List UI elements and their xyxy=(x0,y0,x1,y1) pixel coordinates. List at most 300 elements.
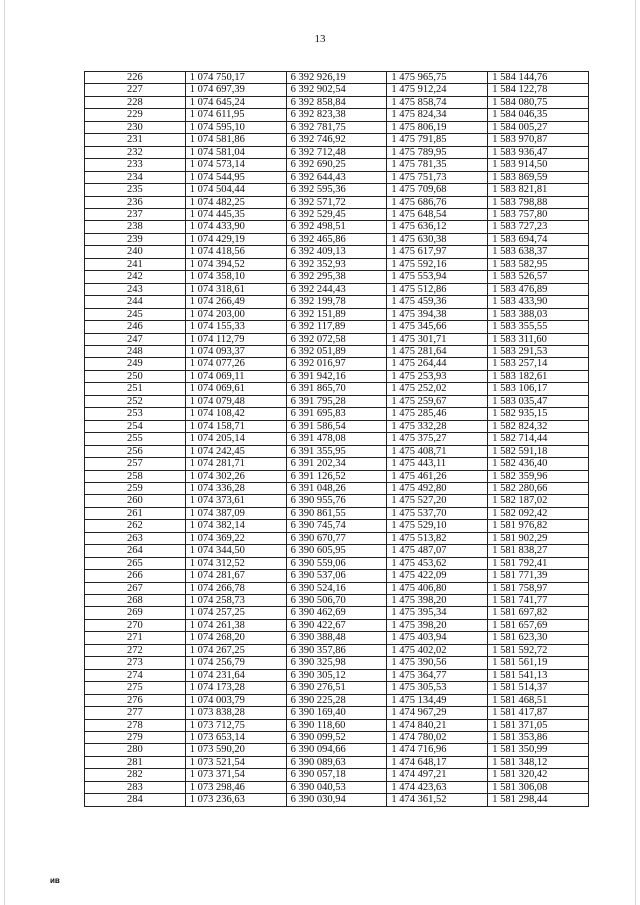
y1-cell: 6 392 352,93 xyxy=(286,258,387,270)
y2-cell: 1 581 541,13 xyxy=(488,669,589,681)
x2-cell: 1 475 513,82 xyxy=(387,532,488,544)
x2-cell: 1 475 824,34 xyxy=(387,109,488,121)
y1-cell: 6 390 506,70 xyxy=(286,595,387,607)
x1-cell: 1 074 373,61 xyxy=(185,495,286,507)
x2-cell: 1 475 459,36 xyxy=(387,296,488,308)
x2-cell: 1 475 858,74 xyxy=(387,96,488,108)
y1-cell: 6 390 169,40 xyxy=(286,707,387,719)
table-row xyxy=(85,146,589,158)
x1-cell: 1 073 590,20 xyxy=(185,744,286,756)
x2-cell: 1 475 791,85 xyxy=(387,134,488,146)
point-number-cell: 242 xyxy=(85,271,186,283)
y1-cell: 6 390 057,18 xyxy=(286,769,387,781)
x2-cell: 1 475 912,24 xyxy=(387,84,488,96)
y1-cell: 6 390 089,63 xyxy=(286,756,387,768)
y2-cell: 1 583 388,03 xyxy=(488,308,589,320)
x1-cell: 1 074 581,04 xyxy=(185,146,286,158)
point-number-cell: 240 xyxy=(85,246,186,258)
y1-cell: 6 392 051,89 xyxy=(286,345,387,357)
table-row xyxy=(85,358,589,370)
point-number-cell: 260 xyxy=(85,495,186,507)
x1-cell: 1 074 573,14 xyxy=(185,159,286,171)
point-number-cell: 275 xyxy=(85,682,186,694)
table-row xyxy=(85,246,589,258)
x2-cell: 1 475 686,76 xyxy=(387,196,488,208)
table-row xyxy=(85,619,589,631)
point-number-cell: 246 xyxy=(85,321,186,333)
x2-cell: 1 474 967,29 xyxy=(387,707,488,719)
coordinates-table-body xyxy=(85,72,589,807)
point-number-cell: 241 xyxy=(85,258,186,270)
x1-cell: 1 074 256,79 xyxy=(185,657,286,669)
y1-cell: 6 392 781,75 xyxy=(286,121,387,133)
y2-cell: 1 581 417,87 xyxy=(488,707,589,719)
x1-cell: 1 074 281,67 xyxy=(185,570,286,582)
y2-cell: 1 582 591,18 xyxy=(488,445,589,457)
x1-cell: 1 074 445,35 xyxy=(185,208,286,220)
table-row xyxy=(85,271,589,283)
table-row xyxy=(85,420,589,432)
x1-cell: 1 074 387,09 xyxy=(185,507,286,519)
point-number-cell: 277 xyxy=(85,707,186,719)
y2-cell: 1 581 306,08 xyxy=(488,781,589,793)
x2-cell: 1 475 487,07 xyxy=(387,545,488,557)
x2-cell: 1 475 461,26 xyxy=(387,470,488,482)
x2-cell: 1 475 422,09 xyxy=(387,570,488,582)
x2-cell: 1 475 364,77 xyxy=(387,669,488,681)
table-row xyxy=(85,109,589,121)
x1-cell: 1 074 302,26 xyxy=(185,470,286,482)
x2-cell: 1 474 780,02 xyxy=(387,732,488,744)
y1-cell: 6 390 094,66 xyxy=(286,744,387,756)
y2-cell: 1 581 353,86 xyxy=(488,732,589,744)
x1-cell: 1 074 268,20 xyxy=(185,632,286,644)
table-row xyxy=(85,495,589,507)
point-number-cell: 233 xyxy=(85,159,186,171)
table-row xyxy=(85,258,589,270)
y2-cell: 1 584 046,35 xyxy=(488,109,589,121)
point-number-cell: 243 xyxy=(85,283,186,295)
x2-cell: 1 475 648,54 xyxy=(387,208,488,220)
point-number-cell: 274 xyxy=(85,669,186,681)
y1-cell: 6 392 072,58 xyxy=(286,333,387,345)
y1-cell: 6 392 746,92 xyxy=(286,134,387,146)
table-row xyxy=(85,121,589,133)
x1-cell: 1 074 069,61 xyxy=(185,383,286,395)
x1-cell: 1 074 581,86 xyxy=(185,134,286,146)
y1-cell: 6 390 524,16 xyxy=(286,582,387,594)
point-number-cell: 276 xyxy=(85,694,186,706)
y1-cell: 6 392 644,43 xyxy=(286,171,387,183)
table-row xyxy=(85,545,589,557)
table-row xyxy=(85,769,589,781)
x1-cell: 1 074 093,37 xyxy=(185,345,286,357)
x2-cell: 1 475 806,19 xyxy=(387,121,488,133)
y1-cell: 6 391 126,52 xyxy=(286,470,387,482)
point-number-cell: 284 xyxy=(85,794,186,806)
point-number-cell: 249 xyxy=(85,358,186,370)
x2-cell: 1 475 375,27 xyxy=(387,433,488,445)
point-number-cell: 261 xyxy=(85,507,186,519)
x1-cell: 1 074 595,10 xyxy=(185,121,286,133)
x1-cell: 1 074 267,25 xyxy=(185,644,286,656)
point-number-cell: 269 xyxy=(85,607,186,619)
x2-cell: 1 475 636,12 xyxy=(387,221,488,233)
point-number-cell: 266 xyxy=(85,570,186,582)
point-number-cell: 272 xyxy=(85,644,186,656)
y2-cell: 1 582 359,96 xyxy=(488,470,589,482)
y2-cell: 1 583 291,53 xyxy=(488,345,589,357)
x1-cell: 1 074 697,39 xyxy=(185,84,286,96)
x2-cell: 1 475 345,66 xyxy=(387,321,488,333)
point-number-cell: 270 xyxy=(85,619,186,631)
y1-cell: 6 391 048,26 xyxy=(286,482,387,494)
y2-cell: 1 581 741,77 xyxy=(488,595,589,607)
x1-cell: 1 074 258,73 xyxy=(185,595,286,607)
table-row xyxy=(85,72,589,84)
y2-cell: 1 582 187,02 xyxy=(488,495,589,507)
y1-cell: 6 390 030,94 xyxy=(286,794,387,806)
table-row xyxy=(85,458,589,470)
page-edge-right xyxy=(635,0,636,905)
y1-cell: 6 392 016,97 xyxy=(286,358,387,370)
y1-cell: 6 392 529,45 xyxy=(286,208,387,220)
x2-cell: 1 474 840,21 xyxy=(387,719,488,731)
x1-cell: 1 074 544,95 xyxy=(185,171,286,183)
x2-cell: 1 475 443,11 xyxy=(387,458,488,470)
y1-cell: 6 390 745,74 xyxy=(286,520,387,532)
table-row xyxy=(85,196,589,208)
x1-cell: 1 074 382,14 xyxy=(185,520,286,532)
y1-cell: 6 392 571,72 xyxy=(286,196,387,208)
x2-cell: 1 474 648,17 xyxy=(387,756,488,768)
table-row xyxy=(85,333,589,345)
footer-mark: ив xyxy=(50,876,60,885)
x1-cell: 1 074 611,95 xyxy=(185,109,286,121)
point-number-cell: 229 xyxy=(85,109,186,121)
point-number-cell: 256 xyxy=(85,445,186,457)
x1-cell: 1 074 429,19 xyxy=(185,233,286,245)
y2-cell: 1 583 476,89 xyxy=(488,283,589,295)
x1-cell: 1 073 838,28 xyxy=(185,707,286,719)
point-number-cell: 263 xyxy=(85,532,186,544)
x2-cell: 1 474 716,96 xyxy=(387,744,488,756)
y1-cell: 6 391 865,70 xyxy=(286,383,387,395)
x1-cell: 1 074 281,71 xyxy=(185,458,286,470)
point-number-cell: 283 xyxy=(85,781,186,793)
table-row xyxy=(85,719,589,731)
x2-cell: 1 475 281,64 xyxy=(387,345,488,357)
table-row xyxy=(85,159,589,171)
x1-cell: 1 074 155,33 xyxy=(185,321,286,333)
x1-cell: 1 074 482,25 xyxy=(185,196,286,208)
y1-cell: 6 392 823,38 xyxy=(286,109,387,121)
x2-cell: 1 475 630,38 xyxy=(387,233,488,245)
x2-cell: 1 475 553,94 xyxy=(387,271,488,283)
x2-cell: 1 475 134,49 xyxy=(387,694,488,706)
y1-cell: 6 390 099,52 xyxy=(286,732,387,744)
x1-cell: 1 074 261,38 xyxy=(185,619,286,631)
y1-cell: 6 392 902,54 xyxy=(286,84,387,96)
y2-cell: 1 583 355,55 xyxy=(488,321,589,333)
y2-cell: 1 581 792,41 xyxy=(488,557,589,569)
y2-cell: 1 583 914,50 xyxy=(488,159,589,171)
x1-cell: 1 073 521,54 xyxy=(185,756,286,768)
x2-cell: 1 475 264,44 xyxy=(387,358,488,370)
table-row xyxy=(85,233,589,245)
x1-cell: 1 074 645,24 xyxy=(185,96,286,108)
table-row xyxy=(85,707,589,719)
y1-cell: 6 391 202,34 xyxy=(286,458,387,470)
x2-cell: 1 475 789,95 xyxy=(387,146,488,158)
point-number-cell: 280 xyxy=(85,744,186,756)
table-row xyxy=(85,345,589,357)
x2-cell: 1 475 751,73 xyxy=(387,171,488,183)
y1-cell: 6 391 586,54 xyxy=(286,420,387,432)
x1-cell: 1 074 344,50 xyxy=(185,545,286,557)
x2-cell: 1 475 398,20 xyxy=(387,595,488,607)
point-number-cell: 226 xyxy=(85,72,186,84)
table-row xyxy=(85,296,589,308)
x2-cell: 1 475 394,38 xyxy=(387,308,488,320)
x2-cell: 1 475 709,68 xyxy=(387,184,488,196)
y1-cell: 6 390 357,86 xyxy=(286,644,387,656)
page-edge-left xyxy=(4,0,5,905)
x1-cell: 1 074 418,56 xyxy=(185,246,286,258)
y1-cell: 6 390 118,60 xyxy=(286,719,387,731)
table-row xyxy=(85,184,589,196)
x1-cell: 1 074 205,14 xyxy=(185,433,286,445)
y1-cell: 6 390 325,98 xyxy=(286,657,387,669)
x1-cell: 1 074 394,52 xyxy=(185,258,286,270)
y2-cell: 1 581 350,99 xyxy=(488,744,589,756)
x2-cell: 1 475 406,80 xyxy=(387,582,488,594)
y2-cell: 1 583 526,57 xyxy=(488,271,589,283)
x1-cell: 1 074 077,26 xyxy=(185,358,286,370)
table-row xyxy=(85,582,589,594)
y2-cell: 1 584 144,76 xyxy=(488,72,589,84)
x1-cell: 1 074 242,45 xyxy=(185,445,286,457)
table-row xyxy=(85,208,589,220)
y2-cell: 1 581 902,29 xyxy=(488,532,589,544)
x1-cell: 1 074 312,52 xyxy=(185,557,286,569)
table-row xyxy=(85,96,589,108)
y1-cell: 6 392 117,89 xyxy=(286,321,387,333)
y1-cell: 6 392 151,89 xyxy=(286,308,387,320)
y1-cell: 6 392 712,48 xyxy=(286,146,387,158)
y1-cell: 6 390 422,67 xyxy=(286,619,387,631)
y2-cell: 1 582 280,66 xyxy=(488,482,589,494)
x1-cell: 1 074 266,49 xyxy=(185,296,286,308)
y1-cell: 6 392 409,13 xyxy=(286,246,387,258)
point-number-cell: 262 xyxy=(85,520,186,532)
y2-cell: 1 584 080,75 xyxy=(488,96,589,108)
point-number-cell: 248 xyxy=(85,345,186,357)
y1-cell: 6 391 942,16 xyxy=(286,370,387,382)
x1-cell: 1 074 173,28 xyxy=(185,682,286,694)
x2-cell: 1 474 423,63 xyxy=(387,781,488,793)
point-number-cell: 273 xyxy=(85,657,186,669)
point-number-cell: 267 xyxy=(85,582,186,594)
y2-cell: 1 584 122,78 xyxy=(488,84,589,96)
y2-cell: 1 581 371,05 xyxy=(488,719,589,731)
y2-cell: 1 583 821,81 xyxy=(488,184,589,196)
table-row xyxy=(85,482,589,494)
y2-cell: 1 583 035,47 xyxy=(488,395,589,407)
y2-cell: 1 581 592,72 xyxy=(488,644,589,656)
y1-cell: 6 390 861,55 xyxy=(286,507,387,519)
x2-cell: 1 475 398,20 xyxy=(387,619,488,631)
x1-cell: 1 074 266,78 xyxy=(185,582,286,594)
table-row xyxy=(85,507,589,519)
x2-cell: 1 475 529,10 xyxy=(387,520,488,532)
x1-cell: 1 074 336,28 xyxy=(185,482,286,494)
point-number-cell: 251 xyxy=(85,383,186,395)
y1-cell: 6 392 595,36 xyxy=(286,184,387,196)
point-number-cell: 232 xyxy=(85,146,186,158)
y2-cell: 1 581 623,30 xyxy=(488,632,589,644)
x2-cell: 1 475 965,75 xyxy=(387,72,488,84)
y2-cell: 1 583 257,14 xyxy=(488,358,589,370)
x1-cell: 1 074 358,10 xyxy=(185,271,286,283)
page-number: 13 xyxy=(314,33,326,45)
y2-cell: 1 583 798,88 xyxy=(488,196,589,208)
table-row xyxy=(85,682,589,694)
x1-cell: 1 074 318,61 xyxy=(185,283,286,295)
point-number-cell: 278 xyxy=(85,719,186,731)
point-number-cell: 236 xyxy=(85,196,186,208)
x2-cell: 1 475 395,34 xyxy=(387,607,488,619)
y2-cell: 1 581 758,97 xyxy=(488,582,589,594)
y1-cell: 6 391 795,28 xyxy=(286,395,387,407)
x2-cell: 1 475 781,35 xyxy=(387,159,488,171)
point-number-cell: 252 xyxy=(85,395,186,407)
x1-cell: 1 073 236,63 xyxy=(185,794,286,806)
table-row xyxy=(85,732,589,744)
y1-cell: 6 390 955,76 xyxy=(286,495,387,507)
point-number-cell: 268 xyxy=(85,595,186,607)
point-number-cell: 259 xyxy=(85,482,186,494)
x2-cell: 1 475 537,70 xyxy=(387,507,488,519)
point-number-cell: 257 xyxy=(85,458,186,470)
y1-cell: 6 392 199,78 xyxy=(286,296,387,308)
table-row xyxy=(85,756,589,768)
y1-cell: 6 390 276,51 xyxy=(286,682,387,694)
y2-cell: 1 581 838,27 xyxy=(488,545,589,557)
table-row xyxy=(85,433,589,445)
x1-cell: 1 074 504,44 xyxy=(185,184,286,196)
y1-cell: 6 392 465,86 xyxy=(286,233,387,245)
table-row xyxy=(85,781,589,793)
table-row xyxy=(85,557,589,569)
table-row xyxy=(85,694,589,706)
point-number-cell: 250 xyxy=(85,370,186,382)
y2-cell: 1 583 433,90 xyxy=(488,296,589,308)
table-row xyxy=(85,370,589,382)
table-row xyxy=(85,84,589,96)
x2-cell: 1 475 617,97 xyxy=(387,246,488,258)
x1-cell: 1 074 750,17 xyxy=(185,72,286,84)
table-row xyxy=(85,470,589,482)
x1-cell: 1 074 112,79 xyxy=(185,333,286,345)
y1-cell: 6 392 244,43 xyxy=(286,283,387,295)
x2-cell: 1 474 361,52 xyxy=(387,794,488,806)
y1-cell: 6 392 295,38 xyxy=(286,271,387,283)
x2-cell: 1 475 301,71 xyxy=(387,333,488,345)
table-row xyxy=(85,383,589,395)
point-number-cell: 282 xyxy=(85,769,186,781)
x1-cell: 1 074 079,48 xyxy=(185,395,286,407)
x2-cell: 1 475 492,80 xyxy=(387,482,488,494)
table-row xyxy=(85,321,589,333)
y1-cell: 6 390 040,53 xyxy=(286,781,387,793)
x1-cell: 1 074 158,71 xyxy=(185,420,286,432)
x2-cell: 1 475 252,02 xyxy=(387,383,488,395)
y1-cell: 6 390 670,77 xyxy=(286,532,387,544)
y2-cell: 1 581 298,44 xyxy=(488,794,589,806)
point-number-cell: 245 xyxy=(85,308,186,320)
y2-cell: 1 584 005,27 xyxy=(488,121,589,133)
table-row xyxy=(85,520,589,532)
y2-cell: 1 581 320,42 xyxy=(488,769,589,781)
y1-cell: 6 391 695,83 xyxy=(286,408,387,420)
y2-cell: 1 583 182,61 xyxy=(488,370,589,382)
table-row xyxy=(85,221,589,233)
table-row xyxy=(85,744,589,756)
y2-cell: 1 583 727,23 xyxy=(488,221,589,233)
y2-cell: 1 582 824,32 xyxy=(488,420,589,432)
point-number-cell: 258 xyxy=(85,470,186,482)
y2-cell: 1 583 869,59 xyxy=(488,171,589,183)
x1-cell: 1 074 231,64 xyxy=(185,669,286,681)
x2-cell: 1 475 390,56 xyxy=(387,657,488,669)
point-number-cell: 253 xyxy=(85,408,186,420)
x2-cell: 1 475 512,86 xyxy=(387,283,488,295)
y2-cell: 1 581 561,19 xyxy=(488,657,589,669)
point-number-cell: 231 xyxy=(85,134,186,146)
point-number-cell: 264 xyxy=(85,545,186,557)
y2-cell: 1 581 348,12 xyxy=(488,756,589,768)
x1-cell: 1 074 203,00 xyxy=(185,308,286,320)
y1-cell: 6 390 537,06 xyxy=(286,570,387,582)
y1-cell: 6 390 559,06 xyxy=(286,557,387,569)
point-number-cell: 265 xyxy=(85,557,186,569)
table-row xyxy=(85,395,589,407)
table-row xyxy=(85,669,589,681)
y2-cell: 1 581 657,69 xyxy=(488,619,589,631)
x2-cell: 1 475 403,94 xyxy=(387,632,488,644)
point-number-cell: 239 xyxy=(85,233,186,245)
y1-cell: 6 392 498,51 xyxy=(286,221,387,233)
table-row xyxy=(85,171,589,183)
point-number-cell: 244 xyxy=(85,296,186,308)
x1-cell: 1 074 003,79 xyxy=(185,694,286,706)
y1-cell: 6 390 225,28 xyxy=(286,694,387,706)
table-row xyxy=(85,445,589,457)
y2-cell: 1 582 714,44 xyxy=(488,433,589,445)
table-row xyxy=(85,283,589,295)
y1-cell: 6 392 858,84 xyxy=(286,96,387,108)
y2-cell: 1 583 638,37 xyxy=(488,246,589,258)
x2-cell: 1 475 253,93 xyxy=(387,370,488,382)
x1-cell: 1 074 369,22 xyxy=(185,532,286,544)
table-row xyxy=(85,644,589,656)
y1-cell: 6 390 462,69 xyxy=(286,607,387,619)
table-row xyxy=(85,632,589,644)
x2-cell: 1 474 497,21 xyxy=(387,769,488,781)
point-number-cell: 228 xyxy=(85,96,186,108)
y2-cell: 1 583 582,95 xyxy=(488,258,589,270)
